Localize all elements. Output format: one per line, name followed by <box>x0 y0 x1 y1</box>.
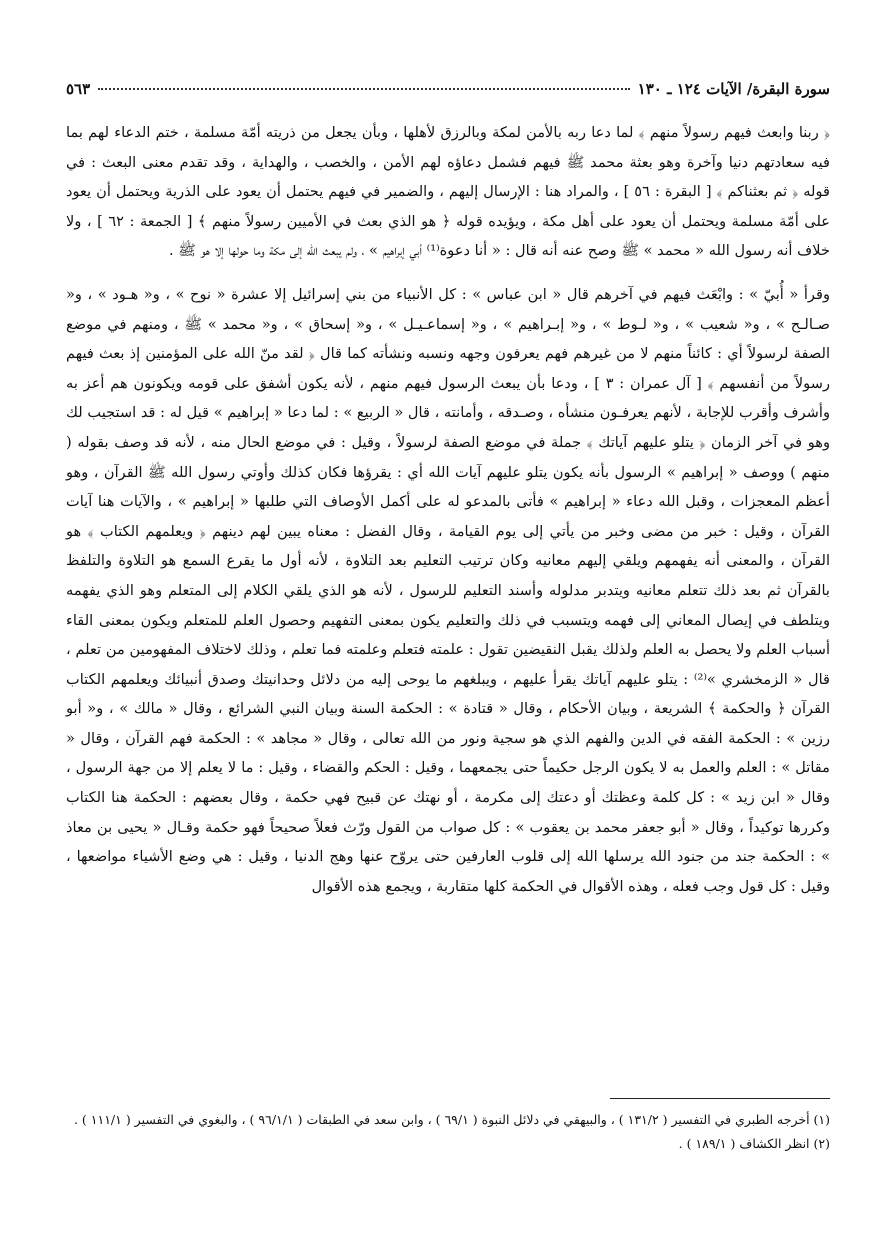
page-number: ٥٦٣ <box>66 80 91 98</box>
surah-title: سورة البقرة/ الآيات ١٢٤ ـ ١٣٠ <box>637 80 830 98</box>
paragraph-2: وقرأ « أُبيّ » : وابْعَث فيهم في آخرهم قال « ابن عباس » : كل الأنبياء من بني إسرائيل إلا عشرة « نوح » ، و« هـود » ، و« صـالـح » ، و« شعيب » ، و« لـوط » ، و« إبـراهيم » ، و« إسماعـيـل » ، و« إسحاق » ، و« محمد » ﷺ ، ومنهم في موضع الصفة لرسولاً أي : كائناً منهم لا من غيرهم فهم يعرفون وجهه ونسبه ونشأته كما قال ﴿ لقد منّ الله على المؤمنين إذ بعث فيهم رسولاً من أنفسهم ﴾ [ آل عمران : ٣ ] ، ودعا بأن يبعث الرسول فيهم منهم ، لأنه يكون أشفق على قومه ويكونون هم أعز به وأشرف وأقرب للإجابة ، لأنهم يعرفـون منشأه ، وصـدقه ، وأمانته ، قال « الربيع » : لما دعا « إبراهيم » قيل له : قد استجيب لك وهو في آخر الزمان ﴿ يتلو عليهم آياتك ﴾ جملة في موضع الصفة لرسولاً ، وقيل : في موضع الحال منه ، لأنه قد وصف بقوله ( منهم ) ووصف « إبراهيم » الرسول بأنه يكون يتلو عليهم آيات الله أي : يقرؤها فكان كذلك وأوتي رسول الله ﷺ القرآن ، وهو أعظم المعجزات ، وقبل الله دعاء « إبراهيم » فأتى بالمدعو له على أكمل الأوصاف التي طلبها « إبراهيم » ، والآيات هنا آيات القرآن ، وقيل : خبر من مضى وخبر من يأتي إلى يوم القيامة ، وقال الفضل : معناه يبين لهم دينهم ﴿ ويعلمهم الكتاب ﴾ هو القرآن ، والمعنى أنه يفهمهم ويلقي إليهم معانيه وكان ترتيب التعليم بعد التلاوة ، لأنه أول ما يقرع السمع هو التلاوة والتلفظ بالقرآن ثم بعد ذلك تتعلم معانيه ويتدبر مدلوله وأسند التعليم للرسول ، لأنه هو الذي يلقي الكلام إلى المتعلم وهو الذي يفهمه ويتلطف في إيصال المعاني إلى فهمه ويتسبب في ذلك والتعليم يكون بمعنى التفهيم وحصول العلم للمتعلم ويكون بمعنى القاء أسباب العلم ولا يحصل به العلم ولذلك يقبل النقيضين تقول : علمته فتعلم وعلمته فما تعلم ، وذلك لاختلاف المفهومين من تعلم ، قال « الزمخشري »⁽²⁾ : يتلو عليهم آياتك يقرأ عليهم ، ويبلغهم ما يوحى إليه من دلائل وحدانيتك وصدق أنبيائك ويعلمهم الكتاب القرآن ﴿ والحكمة ﴾ الشريعة ، وبيان الأحكام ، وقال « قتادة » : الحكمة السنة وبيان النبي الشرائع ، وقال « مالك » ، و« أبو رزين » : الحكمة الفقه في الدين والفهم الذي هو سجية ونور من الله تعالى ، وقال « مجاهد » : الحكمة فهم القرآن ، وقال « مقاتل » : العلم والعمل به لا يكون الرجل حكيماً حتى يجمعهما ، وقيل : الحكم والقضاء ، وقيل : ما لا يعلم إلا من جهة الرسول ، وقال « ابن زيد » : كل كلمة وعظتك أو دعتك إلى مكرمة ، أو نهتك عن قبيح فهي حكمة ، وقال بعضهم : الحكمة هنا الكتاب وكررها توكيداً ، وقال « أبو جعفر محمد بن يعقوب » : كل صواب من القول ورّث فعلاً صحيحاً فهو حكمة وقـال « يحيى بن معاذ » : الحكمة جند من جنود الله يرسلها الله إلى قلوب العارفين حتى يروّح عنها وهج الدنيا ، وقيل : هي وضع الأشياء مواضعها ، وقيل : كل قول وجب فعله ، وهذه الأقوال في الحكمة كلها متقاربة ، ويجمع هذه الأقوال <box>66 285 831 895</box>
footnote-2: (٢) انظر الكشاف ( ١٨٩/١ ) . <box>678 1136 830 1151</box>
footnotes <box>66 1108 830 1156</box>
footnote-separator <box>610 1098 830 1099</box>
running-header <box>66 80 830 106</box>
main-text <box>66 118 830 901</box>
footnote-1: (١) أخرجه الطبري في التفسير ( ١٣١/٢ ) ، والبيهقي في دلائل النبوة ( ٦٩/١ ) ، وابن سعد في الطبقات ( ٩٦/١/١ ) ، والبغوي في التفسير ( ١١١/١ ) . <box>73 1112 830 1127</box>
leader-dots <box>98 88 630 90</box>
paragraph-1: ﴿ ربنا وابعث فيهم رسولاً منهم ﴾ لما دعا ربه بالأمن لمكة وبالرزق لأهلها ، وبأن يجعل من ذريته أمّة مسلمة ، ختم الدعاء لهم بما فيه سعادتهم دنيا وآخرة وهو بعثة محمد ﷺ فيهم فشمل دعاؤه لهم الأمن ، والخصب ، والهداية ، وقد تقدم معنى البعث : في قوله ﴿ ثم بعثناكم ﴾ [ البقرة : ٥٦ ] ، والمراد هنا : الإرسال إليهم ، والضمير في فيهم يحتمل أن يعود على الذرية ويحتمل أن يعود على أمّة مسلمة ويحتمل أن يعود على أهل مكة ، ويؤيده قوله ﴿ هو الذي بعث في الأميين رسولاً منهم ﴾ [ الجمعة : ٦٢ ] ، ولا خلاف أنه رسول الله « محمد » ﷺ وصح عنه أنه قال : « أنا دعوة⁽¹⁾ أبي إبراهيم » ، ولم يبعث الله إلى مكة وما حولها إلا هو ﷺ . <box>66 124 830 260</box>
page-body <box>66 80 830 901</box>
